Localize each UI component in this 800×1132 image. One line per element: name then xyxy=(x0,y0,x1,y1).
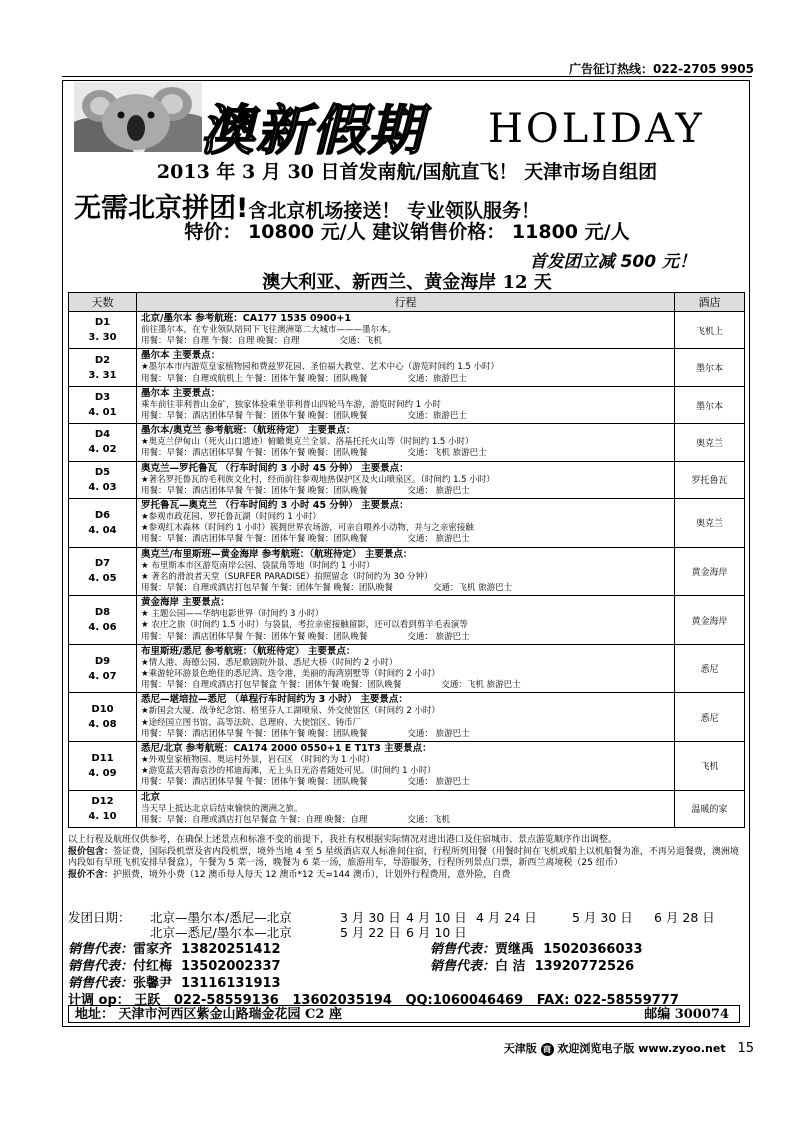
day-cell xyxy=(69,693,137,742)
plan-cell xyxy=(137,312,675,349)
itinerary-row xyxy=(69,312,745,349)
promo-text: 首发团立减 500 元！ xyxy=(529,252,696,272)
transport-text: 交通：飞机 旅游巴士 xyxy=(407,448,487,459)
meals-text: 用餐：早餐：酒店团体早餐 午餐：团体午餐 晚餐：团队晚餐 xyxy=(141,448,368,459)
itinerary-row xyxy=(69,742,745,791)
plan-cell xyxy=(137,424,675,461)
include-label: 报价包含： xyxy=(68,846,114,857)
day-number: D7 xyxy=(94,558,111,570)
itinerary-table xyxy=(68,292,745,828)
departure-date: 4 月 24 日 xyxy=(476,910,537,925)
day-date: 4. 05 xyxy=(88,573,117,585)
route-line: 罗托鲁瓦—奥克兰 （行车时间约 3 小时 45 分钟） 主要景点： xyxy=(141,500,409,512)
itinerary-body xyxy=(69,312,745,828)
hotel-cell: 罗托鲁瓦 xyxy=(675,461,745,498)
ad-hotline: 广告征订热线：022-2705 9905 xyxy=(568,62,754,76)
meals-line xyxy=(141,729,670,740)
day-number: D8 xyxy=(94,607,111,619)
transport-text: 交通：飞机 xyxy=(339,336,382,347)
transport-text: 交通： 旅游巴士 xyxy=(407,728,470,739)
departure-date: 4 月 10 日 xyxy=(406,910,467,925)
itinerary-line: ★参观红木森林（时间约 1 小时）簇拥世界农场游，可亲自喂养小动物，并与之亲密接触 xyxy=(141,523,474,534)
header-plan: 行程 xyxy=(137,293,675,312)
plan-cell xyxy=(137,461,675,498)
meals-text: 用餐：早餐：酒店团体早餐 午餐：团体午餐 晚餐：团队晚餐 xyxy=(141,411,368,422)
day-cell xyxy=(69,312,137,349)
departure-date: 3 月 30 日 xyxy=(340,910,401,925)
hotel-cell: 墨尔本 xyxy=(675,349,745,386)
plan-cell xyxy=(137,644,675,693)
itinerary-line: ★ 农庄之旅（时间约 1.5 小时）与袋鼠，考拉亲密接触留影，还可以看到剪羊毛表演等 xyxy=(141,620,468,631)
day-cell xyxy=(69,547,137,596)
meals-line xyxy=(141,486,670,497)
footer-website[interactable]: 欢迎浏览电子版 www.zyoo.net xyxy=(557,1042,726,1055)
sales-rep: 销售代表：张馨尹 13116131913 xyxy=(68,976,281,991)
header-day: 天数 xyxy=(69,293,137,312)
departure-date: 5 月 30 日 xyxy=(572,910,633,925)
route-line: 黄金海岸 主要景点： xyxy=(141,597,230,609)
itinerary-line: ★墨尔本市内游览皇家植物园和费兹罗花园、圣伯福大教堂、艺术中心（游览时间约 1.5 小时） xyxy=(141,362,500,373)
include-note xyxy=(68,847,744,870)
itinerary-line: ★ 著名的滑浪者天堂（SURFER PARADISE）拍照留念（时间约为 30 分钟） xyxy=(141,571,433,582)
day-cell xyxy=(69,349,137,386)
day-date: 4. 02 xyxy=(88,444,117,456)
transport-text: 交通： 旅游巴士 xyxy=(407,777,470,788)
meals-text: 用餐：早餐：自理或酒店打包早餐 午餐：团体午餐 晚餐：团队晚餐 xyxy=(141,583,393,594)
plan-cell xyxy=(137,596,675,645)
route-line: 北京 xyxy=(141,791,161,803)
banner-sub: 含北京机场接送！ 专业领队服务！ xyxy=(248,200,540,222)
departure-date: 6 月 28 日 xyxy=(654,910,715,925)
hotel-cell: 悉尼 xyxy=(675,644,745,693)
plan-cell xyxy=(137,547,675,596)
address-text: 地址： 天津市河西区紫金山路瑞金花园 C2 座 xyxy=(75,1007,342,1022)
day-number: D4 xyxy=(94,429,111,441)
day-date: 4. 07 xyxy=(88,670,117,682)
transport-text: 交通：飞机 xyxy=(407,814,450,825)
hotel-cell: 奥克兰 xyxy=(675,499,745,548)
route-title: 澳大利亚、新西兰、黄金海岸 12 天 xyxy=(262,272,552,293)
sales-rep: 销售代表：雷家齐 13820251412 xyxy=(68,942,281,957)
meals-line xyxy=(141,374,670,385)
page-number: 15 xyxy=(737,1041,754,1056)
exclude-text: 护照费，境外小费（12 澳币每人每天 12 澳币*12 天=144 澳币），计划外行程费用，意外险，自费 xyxy=(113,869,511,880)
plan-cell xyxy=(137,742,675,791)
zip-code: 邮编 300074 xyxy=(644,1007,729,1022)
plan-cell xyxy=(137,693,675,742)
day-date: 4. 10 xyxy=(88,810,117,822)
sales-phone: 15020366033 xyxy=(543,942,643,957)
notes-block xyxy=(68,835,744,881)
itinerary-row xyxy=(69,499,745,548)
sales-rep: 销售代表：白 洁 13920772526 xyxy=(430,959,635,974)
day-number: D1 xyxy=(94,317,111,329)
route-line: 布里斯班/悉尼 参考航班：（航班待定） 主要景点： xyxy=(141,645,356,657)
itinerary-line: ★外观皇家植物园、奥运村外景，岩石区 （时间约为 1 小时） xyxy=(141,755,375,766)
hotel-cell: 悉尼 xyxy=(675,693,745,742)
holiday-wordmark: HOLIDAY xyxy=(488,106,705,152)
departure-date: 6 月 10 日 xyxy=(406,925,467,940)
sales-rep: 销售代表：贾继禹 15020366033 xyxy=(430,942,643,957)
hotel-cell: 奥克兰 xyxy=(675,424,745,461)
route-line: 奥克兰/布里斯班—黄金海岸 参考航班：（航班待定） 主要景点： xyxy=(141,548,413,560)
meals-line xyxy=(141,815,670,826)
exclude-note xyxy=(68,870,744,882)
day-number: D5 xyxy=(94,466,111,478)
hotel-cell: 黄金海岸 xyxy=(675,596,745,645)
day-number: D10 xyxy=(91,704,114,716)
sales-phone: 13920772526 xyxy=(534,959,635,974)
day-date: 4. 03 xyxy=(88,481,117,493)
address-box xyxy=(68,1005,740,1023)
route-line: 悉尼—堪培拉—悉尼 （单程行车时间约为 3 小时） 主要景点： xyxy=(141,694,408,706)
meals-line xyxy=(141,680,670,691)
hotel-cell: 飞机上 xyxy=(675,312,745,349)
meals-line xyxy=(141,632,670,643)
disclaimer: 以上行程及航班仅供参考，在确保上述景点和标准不变的前提下，我社有权根据实际情况对进出港口及住宿城市、景点游览顺序作出调整。 xyxy=(68,835,618,845)
itinerary-line: ★途经国立图书馆、高等法院、总理府、大使馆区、铸币厂 xyxy=(141,717,362,728)
plan-cell xyxy=(137,386,675,423)
itinerary-line: ★新国会大厦、战争纪念馆、格里芬人工湖喷泉、外交使馆区（时间约 2 小时） xyxy=(141,706,440,717)
brand-title: 澳新假期 xyxy=(200,98,424,162)
day-date: 4. 06 xyxy=(88,622,117,634)
itinerary-row xyxy=(69,596,745,645)
transport-text: 交通：旅游巴士 xyxy=(407,373,467,384)
price-line: 特价： 10800 元/人 建议销售价格： 11800 元/人 xyxy=(184,221,630,243)
itinerary-line: ★奥克兰伊甸山（死火山口遗迹）俯瞰奥克兰全景、洛基托托火山等（时间约 1.5 小时） xyxy=(141,437,474,448)
hotel-cell: 温暖的家 xyxy=(675,790,745,827)
meals-line xyxy=(141,336,670,347)
itinerary-line: ★ 主题公园——华纳电影世界（时间约 3 小时） xyxy=(141,609,324,620)
hotel-cell: 黄金海岸 xyxy=(675,547,745,596)
route-line: 悉尼/北京 参考航班：CA174 2000 0550+1 E T1T3 主要景点： xyxy=(141,743,432,755)
itinerary-row xyxy=(69,547,745,596)
itinerary-line: ★著名罗托鲁瓦的毛利族文化村，经而前往参观地热保护区及火山喷泉区。（时间约 1.5 小时） xyxy=(141,474,495,485)
meals-text: 用餐：早餐：酒店团体早餐 午餐：团体午餐 晚餐：团队晚餐 xyxy=(141,728,368,739)
day-number: D12 xyxy=(91,795,114,807)
itinerary-line: 前往墨尔本，在专业领队陪同下飞往澳洲第二大城市———墨尔本。 xyxy=(141,325,397,335)
plan-cell xyxy=(137,349,675,386)
table-header xyxy=(69,293,745,312)
contact-mobile: 13602035194 xyxy=(292,993,392,1008)
meals-line xyxy=(141,411,670,422)
meals-text: 用餐：早餐：酒店团体早餐 午餐：团体午餐 晚餐：团队晚餐 xyxy=(141,485,368,496)
route-line: 墨尔本 主要景点： xyxy=(141,387,221,399)
day-date: 4. 04 xyxy=(88,524,117,536)
sales-phone: 13502002337 xyxy=(181,959,281,974)
banner-main: 无需北京拼团! xyxy=(74,193,249,224)
day-number: D3 xyxy=(94,392,111,404)
route-line: 墨尔本/奥克兰 参考航班：（航班待定） 主要景点： xyxy=(141,425,356,437)
include-text: 签证费，国际段机票及省内段机票，境外当地 4 至 5 星级酒店双人标准间住宿，行程所列用餐（用餐时间在飞机或船上以机船餐为准，不再另退餐费，澳洲境内段如有早班飞机安排早餐盒），午餐为 5 菜一汤，晚餐为 6 菜一汤，旅游用车，导游服务，行程所列景点门票，新西兰离境税（25 纽币） xyxy=(68,846,739,868)
sales-phone: 13820251412 xyxy=(181,942,281,957)
sales-rep: 销售代表：付红梅 13502002337 xyxy=(68,959,281,974)
itinerary-row xyxy=(69,790,745,827)
header-hotel: 酒店 xyxy=(675,293,745,312)
meals-text: 用餐：早餐：酒店团体早餐 午餐：团体午餐 晚餐：团队晚餐 xyxy=(141,534,368,545)
itinerary-line: ★情人港、海德公园、悉尼歌剧院外景、悉尼大桥（时间约 2 小时） xyxy=(141,657,398,668)
transport-text: 交通： 旅游巴士 xyxy=(407,534,470,545)
transport-text: 交通： 旅游巴士 xyxy=(407,631,470,642)
contact-fax: FAX: 022-58559777 xyxy=(536,993,679,1008)
plan-cell xyxy=(137,499,675,548)
exclude-label: 报价不含： xyxy=(68,869,114,880)
day-date: 3. 30 xyxy=(88,332,117,344)
meals-text: 用餐：早餐：自理或酒店打包早餐盒 午餐：团体午餐 晚餐：团队晚餐 xyxy=(141,680,402,691)
meals-text: 用餐：早餐：酒店团体早餐 午餐：团体午餐 晚餐：团队晚餐 xyxy=(141,777,368,788)
meals-text: 用餐：早餐：自理 午餐：自理 晚餐：自理 xyxy=(141,336,300,347)
contact-qq: QQ:1060046469 xyxy=(405,993,524,1008)
day-number: D11 xyxy=(91,752,114,764)
koala-photo xyxy=(74,82,202,152)
transport-text: 交通：飞机 旅游巴士 xyxy=(441,680,521,691)
departure-route-2: 北京—悉尼/墨尔本—北京 xyxy=(150,925,292,940)
plan-cell xyxy=(137,790,675,827)
route-line: 墨尔本 主要景点： xyxy=(141,350,221,362)
day-date: 4. 01 xyxy=(88,407,117,419)
itinerary-line: ★参观市政花园、罗托鲁瓦湖（时间约 1 小时） xyxy=(141,512,321,523)
itinerary-row xyxy=(69,386,745,423)
headline: 2013 年 3 月 30 日首发南航/国航直飞！ 天津市场自组团 xyxy=(156,161,658,183)
itinerary-line: ★ 布里斯本市区游览南岸公园、袋鼠角等地（时间约 1 小时） xyxy=(141,560,375,571)
meals-line xyxy=(141,583,670,594)
contact-label: 计调 op： xyxy=(68,993,130,1008)
day-number: D6 xyxy=(94,509,111,521)
day-cell xyxy=(69,596,137,645)
meals-line xyxy=(141,777,670,788)
day-date: 3. 31 xyxy=(88,369,117,381)
hotel-cell: 墨尔本 xyxy=(675,386,745,423)
itinerary-line: ★乘游轮环游景色绝佳的悉尼湾、迭令港，美丽的海湾别墅等（时间约 2 小时） xyxy=(141,669,440,680)
edition-label: 天津版 xyxy=(503,1042,537,1055)
itinerary-line: ★游览蓝天碧海袁沙的邦迪海滩，无上头日光浴者随处可见。（时间约 1 小时） xyxy=(141,766,436,777)
day-date: 4. 08 xyxy=(88,719,117,731)
route-line: 北京/墨尔本 参考航班：CA177 1535 0900+1 xyxy=(141,313,351,324)
itinerary-line: 当天早上抵达北京后结束愉快的澳洲之旅。 xyxy=(141,803,303,814)
transport-text: 交通：旅游巴士 xyxy=(407,411,467,422)
hotel-cell: 飞机 xyxy=(675,742,745,791)
contact-name: 王跃 xyxy=(134,993,161,1008)
day-cell xyxy=(69,461,137,498)
itinerary-line: 乘车前往菲利普山金矿，独家体验乘坐菲利普山四轮马车游，游览时间约 1 小时 xyxy=(141,399,441,410)
itinerary-row xyxy=(69,693,745,742)
top-rule xyxy=(62,76,752,77)
itinerary-row xyxy=(69,424,745,461)
meals-line xyxy=(141,534,670,545)
departure-date: 5 月 22 日 xyxy=(340,925,401,940)
day-cell xyxy=(69,424,137,461)
day-cell xyxy=(69,644,137,693)
departure-route-1: 北京—墨尔本/悉尼—北京 xyxy=(150,910,292,925)
day-cell xyxy=(69,386,137,423)
meals-text: 用餐：早餐：酒店团体早餐 午餐：团体午餐 晚餐：团队晚餐 xyxy=(141,631,368,642)
route-line: 奥克兰—罗托鲁瓦 （行车时间约 3 小时 45 分钟） 主要景点： xyxy=(141,462,409,474)
day-number: D9 xyxy=(94,655,111,667)
itinerary-row xyxy=(69,644,745,693)
day-number: D2 xyxy=(94,354,111,366)
meals-text: 用餐：早餐：自理或酒店打包早餐盒 午餐：自理 晚餐：自理 xyxy=(141,814,368,825)
brand-logo-icon: 商 xyxy=(541,1043,554,1056)
itinerary-row xyxy=(69,461,745,498)
meals-text: 用餐：早餐：自理或航机上 午餐：团体午餐 晚餐：团队晚餐 xyxy=(141,373,368,384)
page-footer xyxy=(504,1040,754,1056)
itinerary-row xyxy=(69,349,745,386)
meals-line xyxy=(141,448,670,459)
day-cell xyxy=(69,790,137,827)
day-date: 4. 09 xyxy=(88,767,117,779)
departure-label: 发团日期： xyxy=(68,910,131,925)
day-cell xyxy=(69,742,137,791)
sales-phone: 13116131913 xyxy=(181,976,281,991)
day-cell xyxy=(69,499,137,548)
transport-text: 交通： 旅游巴士 xyxy=(407,485,470,496)
contact-phone: 022-58559136 xyxy=(173,993,279,1008)
transport-text: 交通：飞机 旅游巴士 xyxy=(432,583,513,594)
